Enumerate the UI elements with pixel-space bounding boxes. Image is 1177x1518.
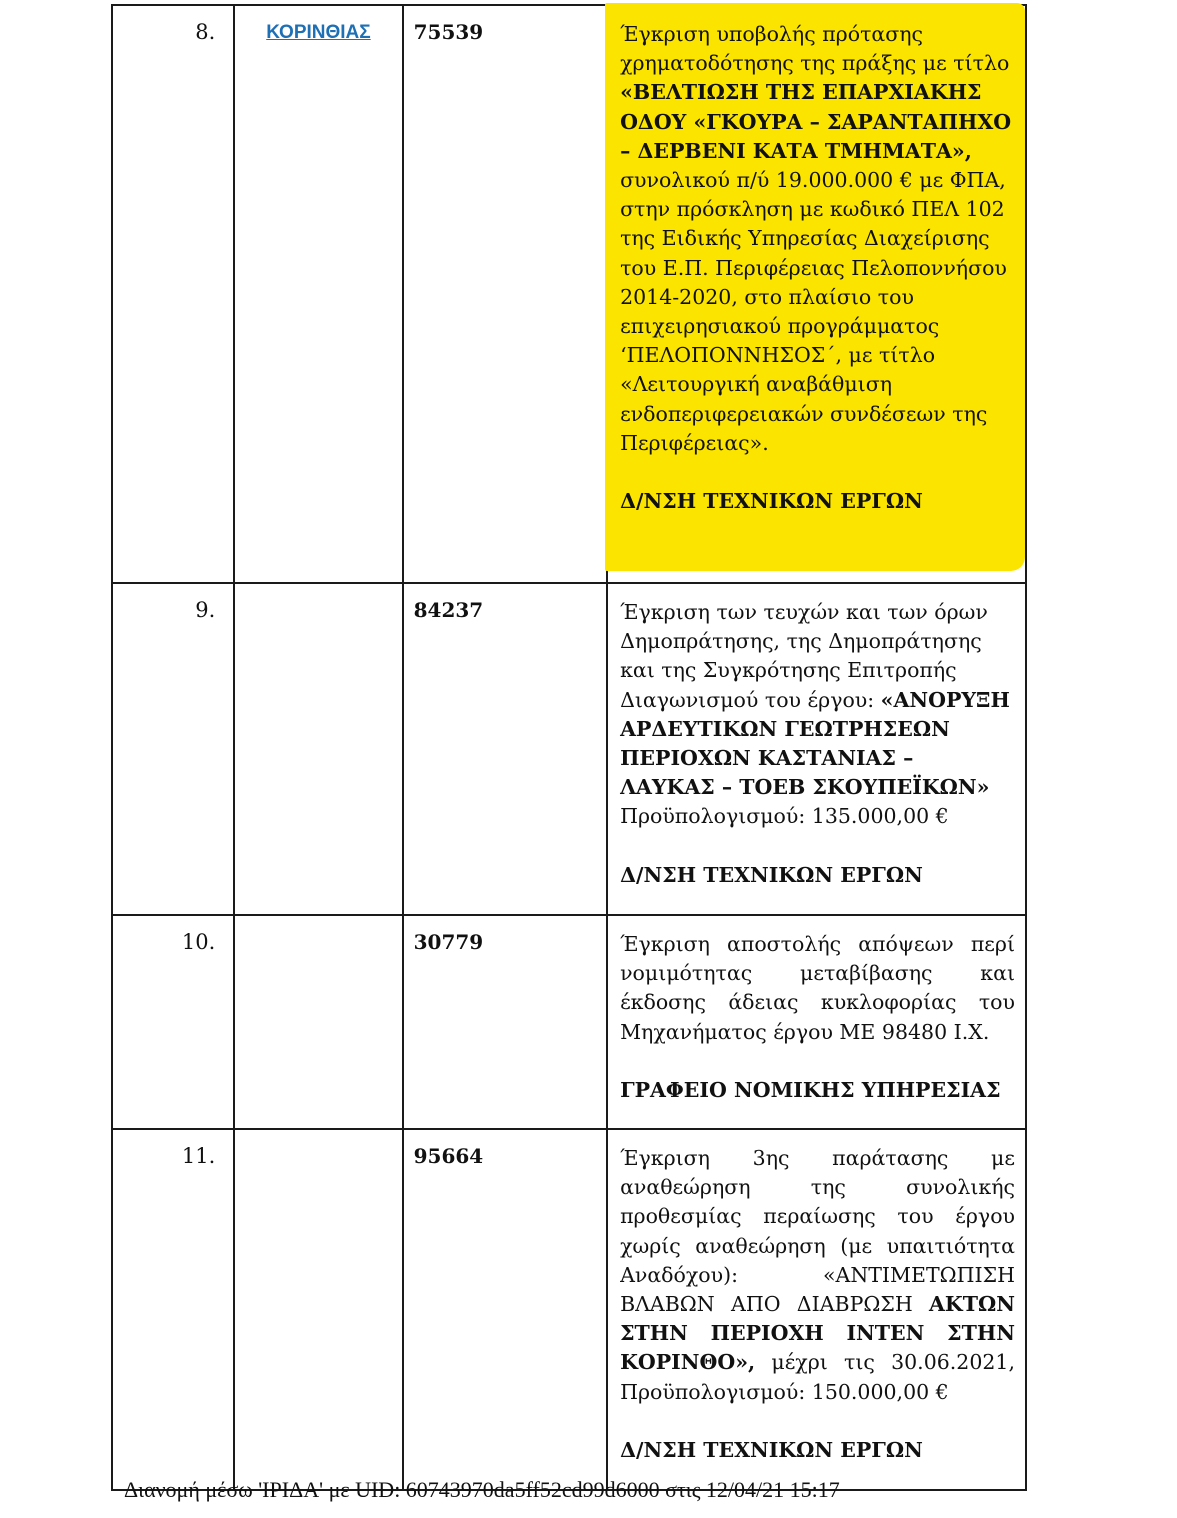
table-row bbox=[112, 5, 1026, 583]
description-text: Έγκριση αποστολής απόψεων περί νομιμότητας μεταβίβασης και έκδοσης άδειας κυκλοφορίας του Μηχανήματος έργου ΜΕ 98480 Ι.Χ. bbox=[620, 932, 1015, 1044]
region-cell bbox=[234, 583, 402, 915]
description-text-end: Προϋπολογισμού: 135.000,00 € bbox=[620, 804, 949, 829]
department-label: ΓΡΑΦΕΙΟ ΝΟΜΙΚΗΣ ΥΠΗΡΕΣΙΑΣ bbox=[620, 1077, 1001, 1102]
table-row bbox=[112, 1129, 1026, 1490]
description-text: Έγκριση υποβολής πρότασης χρηματοδότησης της πράξης με τίτλο bbox=[620, 22, 1010, 76]
item-number: 9. bbox=[112, 583, 234, 915]
description-bold-title: ΑΚΤΩΝ ΣΤΗΝ ΠΕΡΙΟΧΗ ΙΝΤΕΝ ΣΤΗΝ ΚΟΡΙΝΘΟ», bbox=[620, 1292, 1015, 1375]
protocol-number: 95664 bbox=[403, 1129, 607, 1490]
description-text-end: συνολικού π/ύ 19.000.000 € με ΦΠΑ, στην πρόσκληση με κωδικό ΠΕΛ 102 της Ειδικής Υπηρεσίας Διαχείρισης του Ε.Π. Περιφέρειας Πελοποννήσου 2014-2020, στο πλαίσιο του επιχειρησιακού προγράμματος ‘ΠΕΛΟΠΟΝΝΗΣΟΣ΄, με τίτλο «Λειτουργική αναβάθμιση ενδοπεριφερειακών συνδέσεων της Περιφέρειας». bbox=[620, 168, 1007, 455]
protocol-number: 84237 bbox=[403, 583, 607, 915]
agenda-table bbox=[111, 4, 1027, 1491]
region-cell bbox=[234, 5, 402, 583]
department-label: Δ/ΝΣΗ ΤΕΧΝΙΚΩΝ ΕΡΓΩΝ bbox=[620, 862, 923, 887]
item-description bbox=[607, 915, 1026, 1129]
department-label: Δ/ΝΣΗ ΤΕΧΝΙΚΩΝ ΕΡΓΩΝ bbox=[620, 1437, 923, 1462]
department-label: Δ/ΝΣΗ ΤΕΧΝΙΚΩΝ ΕΡΓΩΝ bbox=[620, 489, 923, 514]
item-description bbox=[607, 5, 1026, 583]
description-text: Έγκριση των τευχών και των όρων Δημοπράτησης, της Δημοπράτησης και της Συγκρότησης Επιτροπής Διαγωνισμού του έργου: bbox=[620, 600, 988, 712]
description-text-end: μέχρι τις 30.06.2021, Προϋπολογισμού: 150.000,00 € bbox=[620, 1350, 1015, 1404]
region-cell bbox=[234, 1129, 402, 1490]
item-number: 11. bbox=[112, 1129, 234, 1490]
distribution-footer: Διανομή μέσω 'ΙΡΙΔΑ' με UID: 60743970da5ff52cd99d6000 στις 12/04/21 15:17 bbox=[124, 1477, 840, 1502]
item-number: 10. bbox=[112, 915, 234, 1129]
description-bold-title: «ΒΕΛΤΙΩΣΗ ΤΗΣ ΕΠΑΡΧΙΑΚΗΣ ΟΔΟΥ «ΓΚΟΥΡΑ – ΣΑΡΑΝΤΑΠΗΧΟ – ΔΕΡΒΕΝΙ ΚΑΤΑ ΤΜΗΜΑΤΑ», bbox=[620, 80, 1012, 163]
region-link[interactable]: ΚΟΡΙΝΘΙΑΣ bbox=[266, 22, 371, 43]
description-text: Έγκριση 3ης παράτασης με αναθεώρηση της συνολικής προθεσμίας περαίωσης του έργου χωρίς αναθεώρηση (με υπαιτιότητα Αναδόχου): «ΑΝΤΙΜΕΤΩΠΙΣΗ ΒΛΑΒΩΝ ΑΠΟ ΔΙΑΒΡΩΣΗ bbox=[620, 1146, 1015, 1317]
item-description bbox=[607, 583, 1026, 915]
item-number: 8. bbox=[112, 5, 234, 583]
table-row bbox=[112, 915, 1026, 1129]
description-bold-title: «ΑΝΟΡΥΞΗ ΑΡΔΕΥΤΙΚΩΝ ΓΕΩΤΡΗΣΕΩΝ ΠΕΡΙΟΧΩΝ ΚΑΣΤΑΝΙΑΣ – ΛΑΥΚΑΣ – ΤΟΕΒ ΣΚΟΥΠΕΪΚΩΝ» bbox=[620, 687, 1010, 800]
protocol-number: 75539 bbox=[403, 5, 607, 583]
item-description bbox=[607, 1129, 1026, 1490]
protocol-number: 30779 bbox=[403, 915, 607, 1129]
table-row bbox=[112, 583, 1026, 915]
region-cell bbox=[234, 915, 402, 1129]
